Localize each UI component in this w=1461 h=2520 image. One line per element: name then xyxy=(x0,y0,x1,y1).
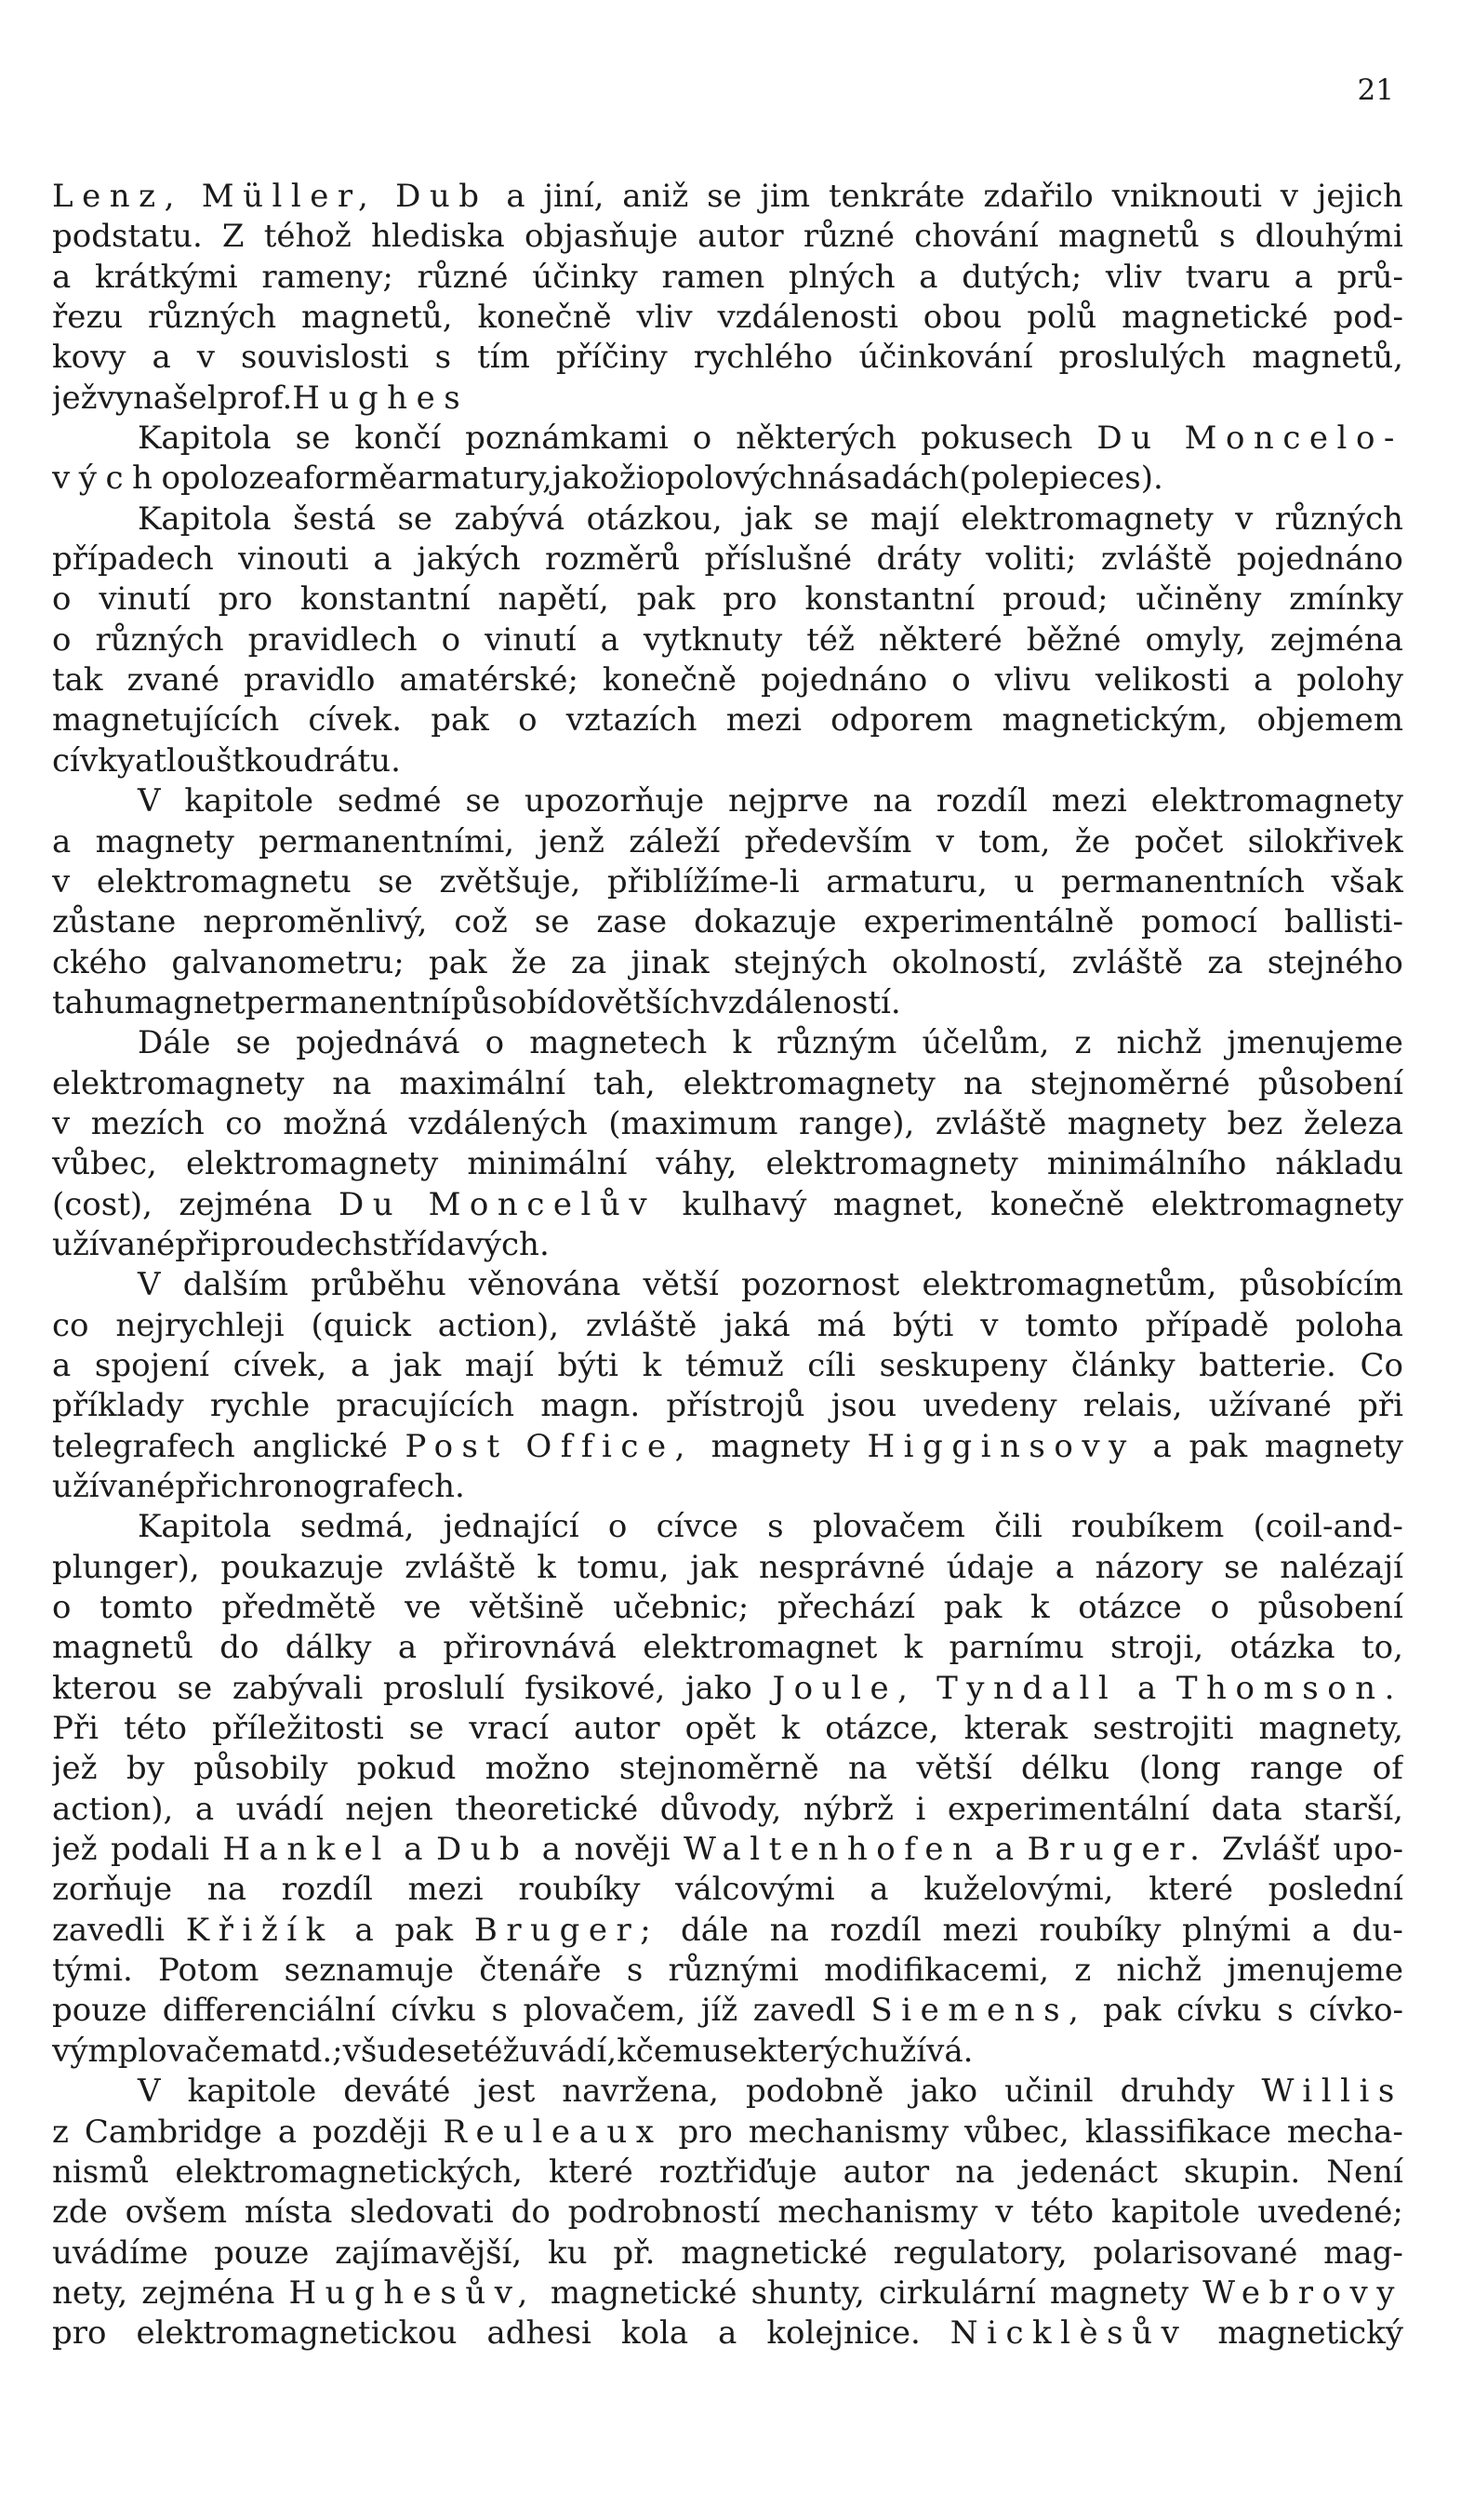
text-line: pouze differenciální cívku s plovačem, jíž zavedl Siemens, pak cívku s cívko- xyxy=(52,1992,1403,2030)
text-line: tými. Potom seznamuje čtenáře s různými modifikacemi, z nichž jmenujeme xyxy=(52,1952,1403,1990)
text-line: vůbec, elektromagnety minimální váhy, elektromagnety minimálního nákladu xyxy=(52,1145,1403,1183)
text-line: vým plovačem atd.; všude se též uvádí, k čemu se kterých užívá. xyxy=(52,2032,974,2070)
text-line: a krátkými rameny; různé účinky ramen plných a dutých; vliv tvaru a prů- xyxy=(52,258,1403,296)
text-line: Dále se pojednává o magnetech k různým účelům, z nichž jmenujeme xyxy=(138,1024,1403,1062)
text-line: tahu magnet permanentní působí do větších vzdáleností. xyxy=(52,983,901,1021)
text-line: co nejrychleji (quick action), zvláště jaká má býti v tomto případě poloha xyxy=(52,1306,1403,1344)
text-line: Kapitola sedmá, jednající o cívce s plovačem čili roubíkem (coil-and- xyxy=(138,1508,1403,1546)
text-line: jež vynašel prof. Hughes xyxy=(52,379,470,417)
text-line: elektromagnety na maximální tah, elektromagnety na stejnoměrné působení xyxy=(52,1064,1403,1102)
text-line: v elektromagnetu se zvětšuje, přiblížíme-li armaturu, u permanentních však xyxy=(52,862,1403,900)
text-line: kovy a v souvislosti s tím příčiny rychlého účinkování proslulých magnetů, xyxy=(52,339,1403,377)
text-line: podstatu. Z téhož hlediska objasňuje autor různé chování magnetů s dlouhými xyxy=(52,218,1403,256)
text-line: kterou se zabývali proslulí fysikové, jako Joule, Tyndall a Thomson. xyxy=(52,1669,1403,1707)
page-number: 21 xyxy=(1357,73,1394,107)
text-line: a spojení cívek, a jak mají býti k témuž cíli seskupeny články batterie. Co xyxy=(52,1346,1403,1384)
text-line: řezu různých magnetů, konečně vliv vzdálenosti obou polů magnetické pod- xyxy=(52,299,1403,337)
text-line: ckého galvanometru; pak že za jinak stejných okolností, zvláště za stejného xyxy=(52,943,1403,981)
text-line: action), a uvádí nejen theoretické důvody, nýbrž i experimentální data starší, xyxy=(52,1790,1403,1828)
text-line: pro elektromagnetickou adhesi kola a kolejnice. Nicklèsův magnetický xyxy=(52,2314,1403,2353)
text-line: užívané při proudech střídavých. xyxy=(52,1225,550,1263)
text-line: zde ovšem místa sledovati do podrobností mechanismy v této kapitole uvedené; xyxy=(52,2193,1403,2232)
text-line: V dalším průběhu věnována větší pozornost elektromagnetům, působícím xyxy=(138,1266,1403,1304)
text-line: magnetujících cívek. pak o vztazích mezi odporem magnetickým, objemem xyxy=(52,701,1403,740)
text-line: V kapitole deváté jest navržena, podobně jako učinil druhdy Willis xyxy=(138,2073,1403,2111)
text-line: případech vinouti a jakých rozměrů příslušné dráty voliti; zvláště pojednáno xyxy=(52,540,1403,579)
text-line: cívky a tlouštkou drátu. xyxy=(52,741,401,780)
text-line: o vinutí pro konstantní napětí, pak pro konstantní proud; učiněny zmínky xyxy=(52,580,1403,619)
text-line: nety, zejména Hughesův, magnetické shunty, cirkulární magnety Webrovy xyxy=(52,2273,1403,2312)
text-line: zorňuje na rozdíl mezi roubíky válcovými a kuželovými, které poslední xyxy=(52,1871,1403,1909)
text-line: zůstane nepromĕnlivý, což se zase dokazuje experimentálně pomocí ballisti- xyxy=(52,903,1403,941)
text-line: (cost), zejména Du Moncelův kulhavý magnet, konečně elektromagnety xyxy=(52,1185,1403,1223)
text-line: Lenz, Müller, Dub a jiní, aniž se jim tenkráte zdařilo vniknouti v jejich xyxy=(52,178,1403,215)
text-line: a magnety permanentními, jenž záleží především v tom, že počet silokřivek xyxy=(52,822,1403,860)
text-line: Kapitola šestá se zabývá otázkou, jak se mají elektromagnety v různých xyxy=(138,500,1403,538)
text-line: příklady rychle pracujících magn. přístrojů jsou uvedeny relais, užívané při xyxy=(52,1387,1403,1425)
text-line: uvádíme pouze zajímavější, ku př. magnetické regulatory, polarisované mag- xyxy=(52,2233,1403,2272)
text-line: plunger), poukazuje zvláště k tomu, jak nesprávné údaje a názory se nalézají xyxy=(52,1548,1403,1586)
text-line: jež by působily pokud možno stejnoměrně na větší délku (long range of xyxy=(52,1750,1403,1788)
text-line: o různých pravidlech o vinutí a vytknuty též některé běžné omyly, zejména xyxy=(52,620,1403,659)
text-line: Kapitola se končí poznámkami o některých pokusech Du Moncelo- xyxy=(138,420,1403,458)
body-text xyxy=(52,177,1403,2354)
text-line: V kapitole sedmé se upozorňuje nejprve na rozdíl mezi elektromagnety xyxy=(138,782,1403,820)
text-line: nismů elektromagnetických, které roztřiďuje autor na jedenáct skupin. Není xyxy=(52,2153,1403,2191)
text-line: vých o poloze a formě armatury, jakož i o polových násadách (pole pieces). xyxy=(52,460,1163,498)
text-line: tak zvané pravidlo amatérské; konečně pojednáno o vlivu velikosti a polohy xyxy=(52,661,1403,700)
text-line: zavedli Křižík a pak Bruger; dále na rozdíl mezi roubíky plnými a du- xyxy=(52,1911,1403,1949)
text-line: magnetů do dálky a přirovnává elektromagnet k parnímu stroji, otázka to, xyxy=(52,1629,1403,1667)
text-line: Při této příležitosti se vrací autor opět k otázce, kterak sestrojiti magnety, xyxy=(52,1710,1403,1748)
text-lines xyxy=(52,177,1403,2354)
text-line: o tomto předmětě ve většině učebnic; přechází pak k otázce o působení xyxy=(52,1589,1403,1627)
text-line: užívané při chronografech. xyxy=(52,1468,465,1505)
text-line: jež podali Hankel a Dub a nověji Waltenhofen a Bruger. Zvlášť upo- xyxy=(52,1831,1403,1869)
text-line: v mezích co možná vzdálených (maximum range), zvláště magnety bez železa xyxy=(52,1104,1403,1142)
text-line: telegrafech anglické Post Office, magnety Higginsovy a pak magnety xyxy=(52,1427,1403,1465)
text-line: z Cambridge a později Reuleaux pro mechanismy vůbec, klassifikace mecha- xyxy=(52,2113,1403,2151)
